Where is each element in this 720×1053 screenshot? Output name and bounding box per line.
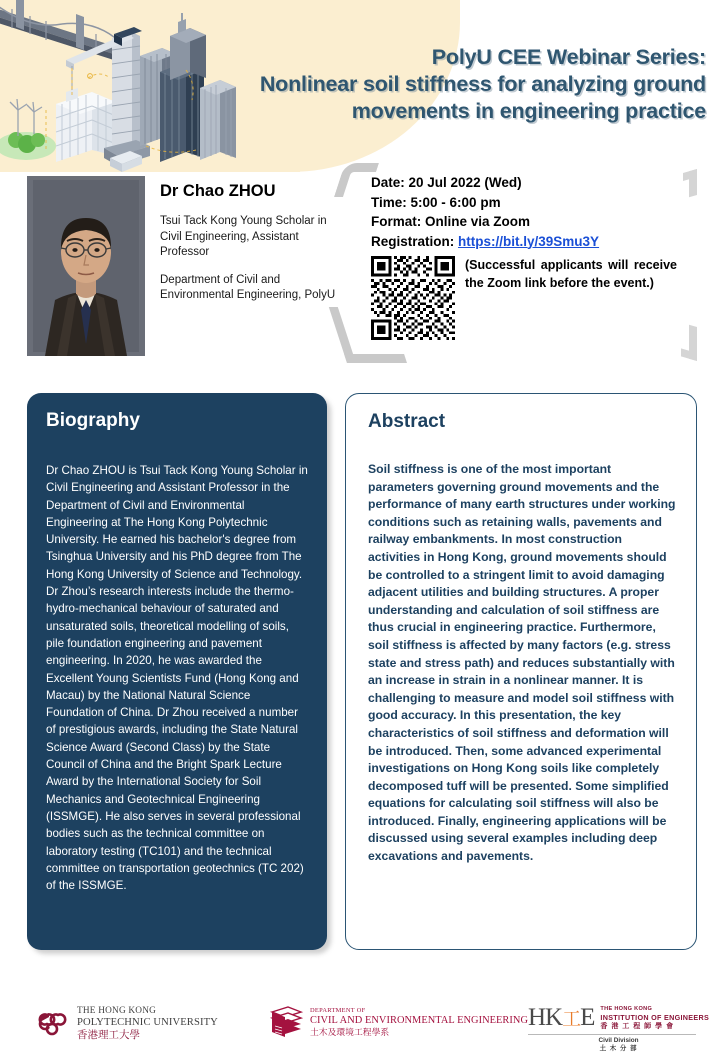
title-line-1: PolyU CEE Webinar Series: xyxy=(431,45,706,69)
event-date-label: Date: xyxy=(371,175,405,190)
biography-panel xyxy=(27,393,327,950)
hkie-line-2: INSTITUTION OF ENGINEERS xyxy=(600,1012,710,1022)
abstract-panel xyxy=(345,393,697,950)
polyu-logo xyxy=(36,1006,218,1043)
cee-main-label: CIVIL AND ENVIRONMENTAL ENGINEERING xyxy=(310,1014,529,1026)
abstract-title: Abstract xyxy=(368,411,446,432)
event-registration-label: Registration: xyxy=(371,233,455,249)
title-line-2: Nonlinear soil stiffness for analyzing ground xyxy=(259,72,706,96)
hkie-divider xyxy=(528,1034,696,1035)
hkie-mark-hk: HK xyxy=(528,1004,563,1031)
qr-and-note xyxy=(371,256,689,340)
cee-logo xyxy=(268,1006,528,1038)
registration-link[interactable]: https://bit.ly/39Smu3Y xyxy=(458,233,600,249)
cee-dept-label: DEPARTMENT OF xyxy=(310,1006,366,1014)
poster-title xyxy=(186,44,706,125)
hkie-line-1: THE HONG KONG xyxy=(600,1005,653,1012)
hkie-division-cn: 土 木 分 部 xyxy=(599,1045,638,1052)
abstract-text: Soil stiffness is one of the most important parameters governing ground movements and the performance of many earth structures under working conditions such as retaining walls, pavements and railway embankments. In most construction activities in Hong Kong, ground movements should be controlled to a stringent limit to avoid damaging adjacent utilities and building structures. A proper understanding and calculation of soil stiffness are thus crucial in engineering practice. Furthermore, soil stiffness is affected by many factors (e.g. stress state and stress path) and reduces substantially with an increase in strain in a nonlinear manner. It is challenging to measure and model soil stiffness with good accuracy. In this presentation, the key characteristics of soil stiffness and deformation will be introduced. Then, some advanced experimental investigations on Hong Kong soils like completely decomposed tuff will be presented. Some simplified equations for calculating soil stiffness will also be introduced. Finally, engineering applications will be discussed using several examples including deep excavations and pavements. xyxy=(368,462,676,864)
event-format-row xyxy=(371,212,689,232)
polyu-line-cn: 香港理工大學 xyxy=(77,1030,140,1041)
poster-header xyxy=(0,0,720,172)
speaker-info xyxy=(160,182,340,304)
event-format-label: Format: xyxy=(371,214,422,229)
title-line-3: movements in engineering practice xyxy=(351,99,706,123)
event-format-value: Online via Zoom xyxy=(425,214,531,229)
speaker-department: Department of Civil and Environmental Engineering, PolyU xyxy=(160,273,336,301)
speaker-role: Tsui Tack Kong Young Scholar in Civil Engineering, Assistant Professor xyxy=(160,215,327,258)
event-time-value: 5:00 - 6:00 pm xyxy=(410,194,501,210)
polyu-line-1: THE HONG KONG xyxy=(77,1006,157,1016)
cee-cn-label: 土木及環境工程學系 xyxy=(310,1026,390,1037)
polyu-knot-emblem-icon xyxy=(36,1009,70,1039)
hkie-division: Civil Division xyxy=(598,1037,639,1044)
polyu-line-2: POLYTECHNIC UNIVERSITY xyxy=(77,1017,218,1028)
hkie-wordmark xyxy=(528,1004,594,1032)
hkie-mark-e: E xyxy=(580,1004,595,1031)
speaker-photo xyxy=(27,176,145,356)
biography-title: Biography xyxy=(46,410,140,431)
biography-text: Dr Chao ZHOU is Tsui Tack Kong Young Scholar in Civil Engineering and Assistant Professor in the Department of Civil and Environmental Engineering at The Hong Kong Polytechnic University. He earned his bachelor's degree from Tsinghua University and his PhD degree from The Hong Kong University of Science and Technology. Dr Zhou’s research interests include the thermo-hydro-mechanical behaviour of saturated and unsaturated soils, theoretical modelling of soils, pile foundation engineering and pavement engineering. In 2020, he was awarded the Excellent Young Scientists Fund (Hong Kong and Macau) by the National Natural Science Foundation of China. Dr Zhou received a number of prestigious awards, including the State Natural Science Award (Second Class) by the State Council of China and the Bright Spark Lecture Award by the International Society for Soil Mechanics and Geotechnical Engineering (ISSMGE). He also serves in several professional bodies such as the technical committee on laboratory testing (TC101) and the technical committee on transportation geotechnics (TC 202) of the ISSMGE. xyxy=(46,464,308,893)
event-details-box xyxy=(345,163,697,365)
cee-book-emblem-icon xyxy=(268,1006,304,1038)
hkie-mark-cn: 工 xyxy=(562,1009,581,1030)
hkie-line-3: 香 港 工 程 師 學 會 xyxy=(600,1022,675,1030)
event-time-row xyxy=(371,193,689,213)
event-date-value: 20 Jul 2022 (Wed) xyxy=(408,175,522,190)
speaker-name: Dr Chao ZHOU xyxy=(160,182,276,200)
event-registration-row xyxy=(371,232,689,252)
hkie-logo xyxy=(528,1004,709,1053)
event-time-label: Time: xyxy=(371,194,407,210)
registration-qr-code[interactable] xyxy=(371,256,455,340)
registration-note: (Successful applicants will receive the Zoom link before the event.) xyxy=(465,258,677,290)
event-date-row xyxy=(371,173,689,193)
